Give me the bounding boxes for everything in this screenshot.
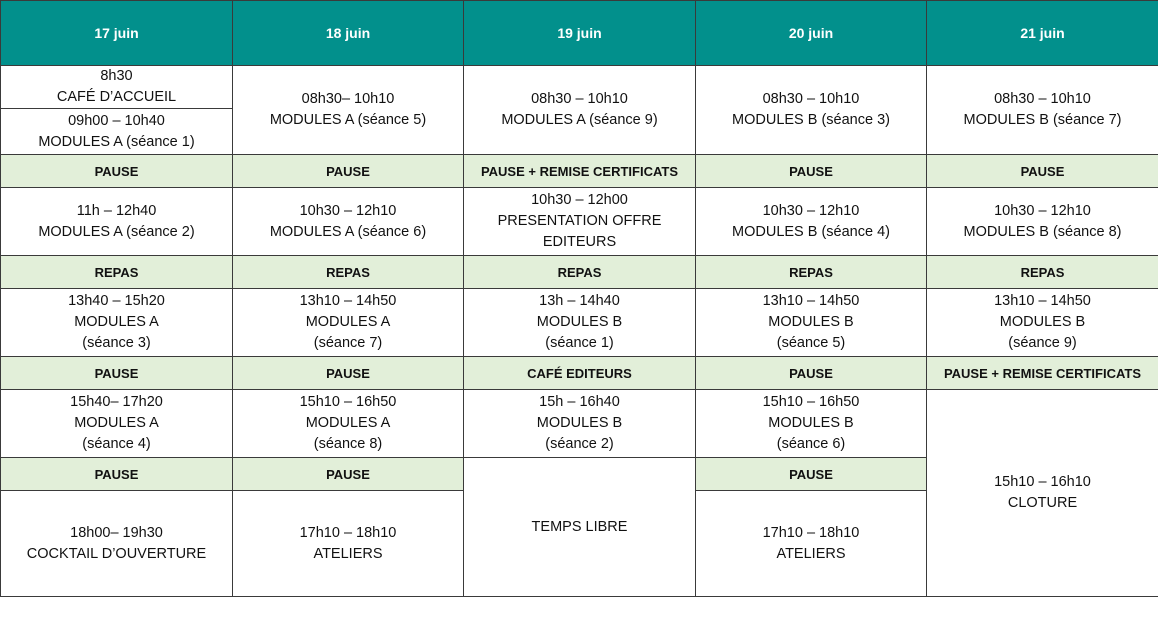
session-time: 18h00– 19h30 bbox=[70, 524, 163, 541]
session-number: (séance 8) bbox=[313, 436, 383, 452]
session-cell bbox=[696, 289, 927, 357]
session-time: 13h10 – 14h50 bbox=[299, 293, 397, 309]
session-title: MODULES B (séance 3) bbox=[732, 112, 890, 128]
session-title: MODULES A (séance 6) bbox=[269, 223, 427, 240]
session-time: 11h – 12h40 bbox=[76, 202, 157, 219]
session-time: 17h10 – 18h10 bbox=[762, 524, 860, 541]
session-cell bbox=[927, 66, 1158, 155]
day-header-1: 17 juin bbox=[1, 1, 233, 66]
session-time: 10h30 – 12h10 bbox=[299, 202, 397, 219]
break-cell: CAFÉ EDITEURS bbox=[464, 357, 696, 390]
session-time: 13h – 14h40 bbox=[539, 293, 620, 309]
session-time: 15h – 16h40 bbox=[539, 394, 620, 410]
break-cell: PAUSE + REMISE CERTIFICATS bbox=[927, 357, 1158, 390]
session-number: (séance 9) bbox=[1008, 335, 1077, 351]
day-header-4: 20 juin bbox=[696, 1, 927, 66]
session-time: 13h10 – 14h50 bbox=[994, 293, 1091, 309]
session-number: (séance 2) bbox=[545, 436, 614, 452]
session-title: MODULES B bbox=[536, 415, 623, 431]
session-time: 10h30 – 12h10 bbox=[762, 202, 860, 219]
session-title: PRESENTATION OFFRE bbox=[497, 213, 662, 229]
session-title: COCKTAIL D’OUVERTURE bbox=[26, 545, 207, 562]
session-cell bbox=[696, 188, 927, 256]
session-number: (séance 1) bbox=[545, 335, 614, 351]
break-cell: PAUSE bbox=[927, 155, 1158, 188]
day-header-3: 19 juin bbox=[464, 1, 696, 66]
session-cell bbox=[464, 289, 696, 357]
session-time: 08h30– 10h10 bbox=[301, 91, 395, 107]
session-cell bbox=[233, 188, 464, 256]
session-title: ATELIERS bbox=[313, 545, 383, 562]
session-number: (séance 7) bbox=[313, 335, 383, 351]
session-title: MODULES A bbox=[74, 314, 159, 330]
session-time: 15h10 – 16h50 bbox=[762, 394, 860, 410]
break-cell: PAUSE + REMISE CERTIFICATS bbox=[464, 155, 696, 188]
session-title: MODULES A (séance 9) bbox=[501, 112, 658, 128]
session-title: MODULES A (séance 5) bbox=[269, 112, 427, 128]
session-cell bbox=[233, 491, 464, 597]
session-title: MODULES A (séance 1) bbox=[38, 133, 195, 150]
session-cell bbox=[233, 66, 464, 155]
session-cell bbox=[1, 491, 233, 597]
session-number: (séance 4) bbox=[82, 436, 151, 452]
break-cell: PAUSE bbox=[233, 155, 464, 188]
session-time: 08h30 – 10h10 bbox=[994, 91, 1091, 107]
day-header-2: 18 juin bbox=[233, 1, 464, 66]
break-cell: PAUSE bbox=[233, 458, 464, 491]
session-title: MODULES B bbox=[999, 314, 1086, 330]
session-cell bbox=[696, 491, 927, 597]
lunch-cell: REPAS bbox=[233, 256, 464, 289]
session-title: MODULES B bbox=[536, 314, 623, 330]
closing-cell bbox=[927, 390, 1158, 597]
session-time: 10h30 – 12h00 bbox=[531, 192, 628, 208]
session-title: MODULES B (séance 8) bbox=[963, 223, 1122, 240]
session-time: 8h30 bbox=[100, 68, 133, 84]
session-title: EDITEURS bbox=[542, 234, 617, 250]
session-cell bbox=[927, 188, 1158, 256]
session-cell bbox=[1, 109, 233, 155]
session-title: MODULES A bbox=[74, 415, 159, 431]
break-cell: PAUSE bbox=[696, 155, 927, 188]
session-cell bbox=[233, 390, 464, 458]
session-number: (séance 5) bbox=[776, 335, 846, 351]
session-time: 17h10 – 18h10 bbox=[299, 524, 397, 541]
session-time: 15h10 – 16h10 bbox=[994, 474, 1091, 490]
session-cell bbox=[1, 289, 233, 357]
session-cell bbox=[233, 289, 464, 357]
break-cell: PAUSE bbox=[1, 357, 233, 390]
session-title: MODULES A bbox=[305, 415, 391, 431]
session-title: CLOTURE bbox=[1007, 495, 1078, 511]
break-cell: PAUSE bbox=[233, 357, 464, 390]
session-time: 15h10 – 16h50 bbox=[299, 394, 397, 410]
session-cell bbox=[696, 66, 927, 155]
session-title: MODULES B (séance 4) bbox=[732, 223, 890, 240]
session-cell bbox=[1, 390, 233, 458]
session-time: 08h30 – 10h10 bbox=[531, 91, 628, 107]
session-number: (séance 6) bbox=[776, 436, 846, 452]
session-title: ATELIERS bbox=[776, 545, 846, 562]
session-cell bbox=[464, 390, 696, 458]
lunch-cell: REPAS bbox=[464, 256, 696, 289]
session-time: 15h40– 17h20 bbox=[70, 394, 163, 410]
session-time: 10h30 – 12h10 bbox=[994, 202, 1091, 219]
session-cell bbox=[696, 390, 927, 458]
session-time: 13h40 – 15h20 bbox=[68, 293, 165, 309]
lunch-cell: REPAS bbox=[696, 256, 927, 289]
header-row bbox=[1, 1, 1158, 66]
session-title: MODULES A bbox=[305, 314, 391, 330]
session-title: MODULES A (séance 2) bbox=[38, 223, 195, 240]
session-cell bbox=[464, 66, 696, 155]
session-cell bbox=[464, 188, 696, 256]
session-title: MODULES B bbox=[768, 415, 854, 431]
session-title: TEMPS LIBRE bbox=[531, 518, 628, 535]
break-cell: PAUSE bbox=[1, 155, 233, 188]
session-cell bbox=[1, 188, 233, 256]
day-header-5: 21 juin bbox=[927, 1, 1158, 66]
lunch-cell: REPAS bbox=[927, 256, 1158, 289]
break-cell: PAUSE bbox=[696, 458, 927, 491]
session-title: MODULES B bbox=[768, 314, 854, 330]
free-time-cell bbox=[464, 458, 696, 597]
session-title: MODULES B (séance 7) bbox=[963, 112, 1122, 128]
lunch-cell: REPAS bbox=[1, 256, 233, 289]
session-time: 08h30 – 10h10 bbox=[762, 91, 860, 107]
session-time: 09h00 – 10h40 bbox=[68, 112, 165, 129]
break-cell: PAUSE bbox=[696, 357, 927, 390]
session-time: 13h10 – 14h50 bbox=[762, 293, 860, 309]
session-cell bbox=[927, 289, 1158, 357]
session-number: (séance 3) bbox=[82, 335, 151, 351]
break-cell: PAUSE bbox=[1, 458, 233, 491]
session-title: CAFÉ D’ACCUEIL bbox=[56, 89, 177, 105]
session-cafe-accueil bbox=[1, 66, 233, 109]
